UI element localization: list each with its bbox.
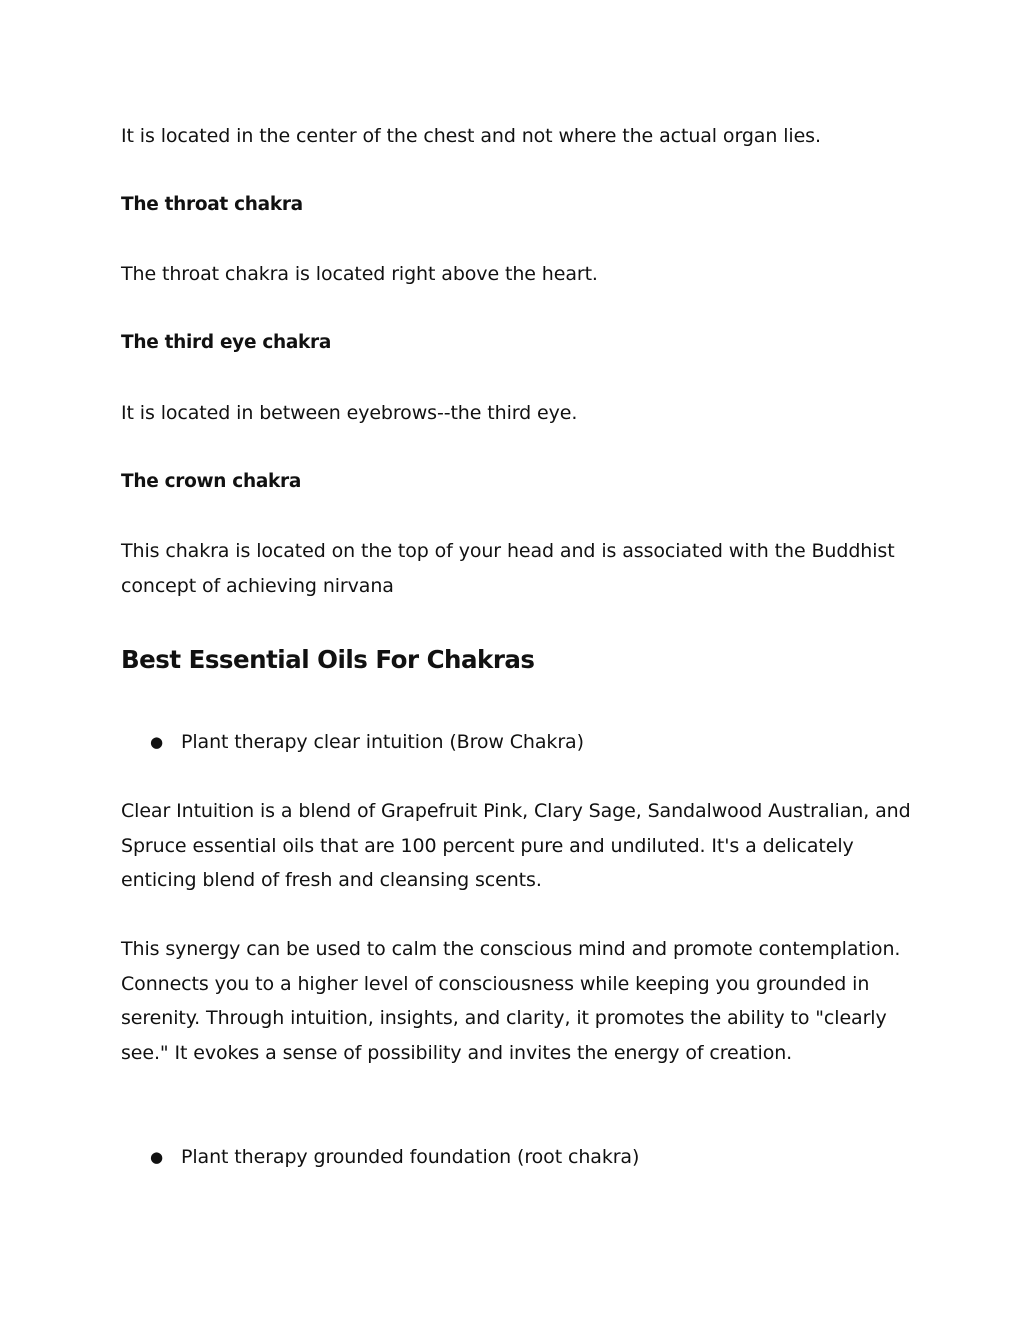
throat-chakra-description: The throat chakra is located right above the heart.: [121, 263, 598, 285]
bullet-icon: ●: [150, 733, 163, 751]
crown-chakra-description: This chakra is located on the top of your head and is associated with the Buddhist concept of achieving nirvana: [121, 540, 895, 597]
third-eye-chakra-heading: The third eye chakra: [121, 332, 332, 353]
section-title: Best Essential Oils For Chakras: [121, 645, 535, 674]
crown-chakra-heading: The crown chakra: [121, 471, 302, 492]
throat-chakra-heading: The throat chakra: [121, 194, 303, 215]
third-eye-chakra-description: It is located in between eyebrows--the third eye.: [121, 402, 578, 424]
heart-chakra-description: It is located in the center of the chest and not where the actual organ lies.: [121, 125, 821, 147]
list-item-label: Plant therapy grounded foundation (root chakra): [181, 1146, 640, 1168]
bullet-icon: ●: [150, 1148, 163, 1166]
synergy-paragraph: This synergy can be used to calm the conscious mind and promote contemplation. Connects you to a higher level of consciousness while keeping you grounded in serenity. Through intuition, insights, and clarity, it promotes the ability to "clearly see." It evokes a sense of possibility and invites the energy of creation.: [121, 938, 901, 1064]
list-item-label: Plant therapy clear intuition (Brow Chakra): [181, 731, 584, 753]
clear-intuition-paragraph: Clear Intuition is a blend of Grapefruit Pink, Clary Sage, Sandalwood Australian, and Spruce essential oils that are 100 percent pure and undiluted. It's a delicately enticing blend of fresh and cleansing scents.: [121, 800, 911, 892]
